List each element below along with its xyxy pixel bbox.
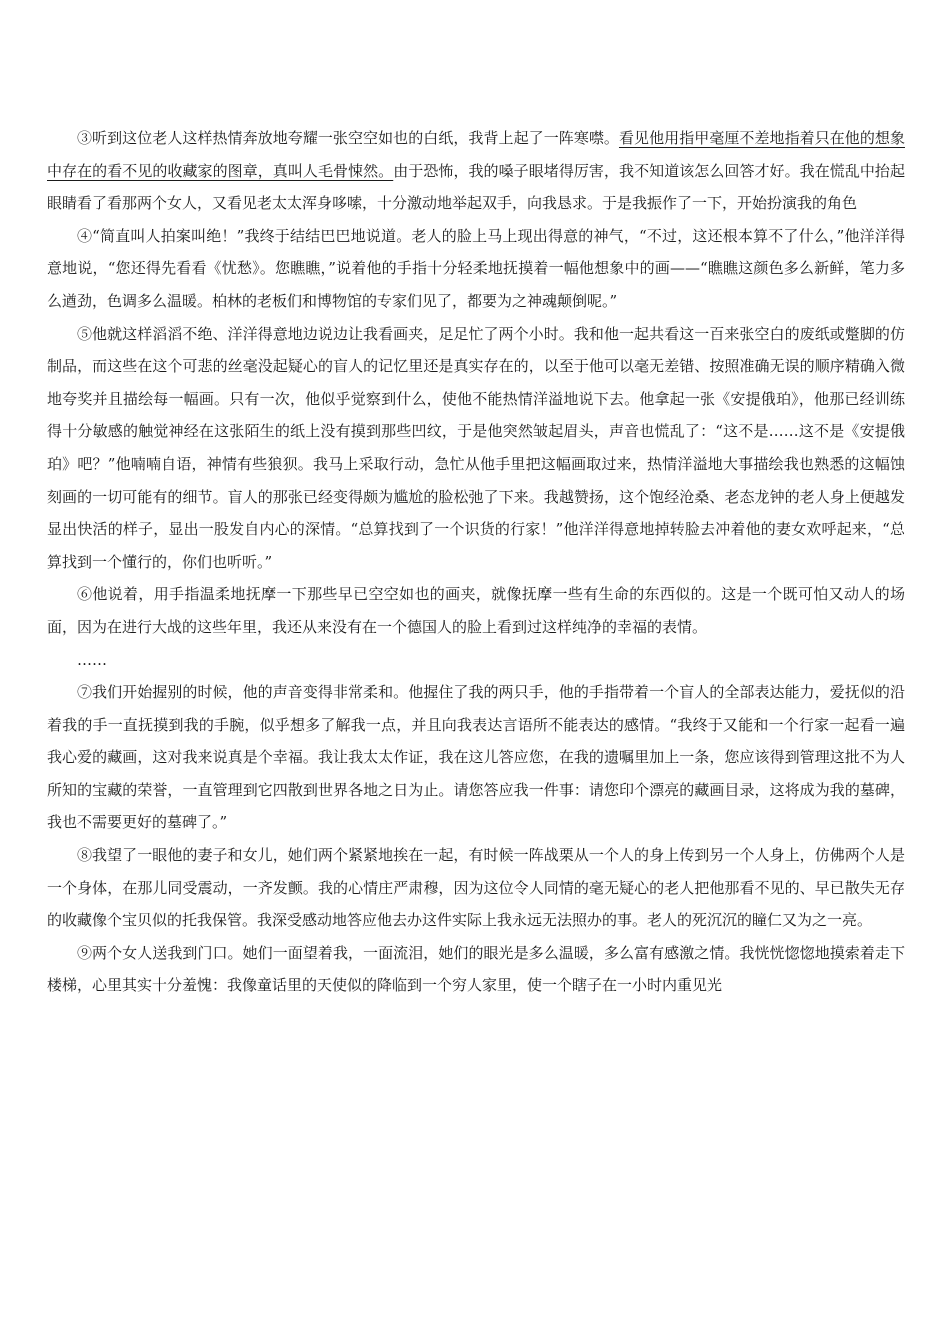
paragraph-3-underlined-sentence: 看见他用指甲毫厘不差地指着只在他的想象中存在的看不见的收藏家的图章，真叫人毛骨悚然。 — [47, 129, 905, 180]
omission-ellipsis: …… — [77, 650, 107, 669]
paragraph-9: ⑨两个女人送我到门口。她们一面望着我，一面流泪，她们的眼光是多么温暖，多么富有感激之情。我恍恍惚惚地摸索着走下楼梯，心里其实十分羞愧：我像童话里的天使似的降临到一个穷人家里，使一个瞎子在一小时内重见光 — [47, 943, 905, 995]
paragraph-4: ④“简直叫人拍案叫绝！”我终于结结巴巴地说道。老人的脸上马上现出得意的神气，“不过，这还根本算不了什么，”他洋洋得意地说，“您还得先看看《忧愁》。您瞧瞧，”说着他的手指十分轻柔地抚摸着一幅他想象中的画——“瞧瞧这颜色多么新鲜，笔力多么遒劲，色调多么温暖。柏林的老板们和博物馆的专家们见了，都要为之神魂颠倒呢。” — [47, 226, 905, 310]
paragraph-3-lead: ③听到这位老人这样热情奔放地夸耀一张空空如也的白纸，我背上起了一阵寒噤。 — [77, 129, 619, 147]
paragraph-6: ⑥他说着，用手指温柔地抚摩一下那些早已空空如也的画夹，就像抚摩一些有生命的东西似的。这是一个既可怕又动人的场面，因为在进行大战的这些年里，我还从来没有在一个德国人的脸上看到过这样纯净的幸福的表情。 — [47, 585, 905, 636]
paragraph-3 — [47, 122, 905, 220]
paragraph-5: ⑤他就这样滔滔不绝、洋洋得意地边说边让我看画夹，足足忙了两个小时。我和他一起共看这一百来张空白的废纸或蹩脚的仿制品，而这些在这个可悲的丝毫没起疑心的盲人的记忆里还是真实存在的，以至于他可以毫无差错、按照准确无误的顺序精确入微地夸奖并且描绘每一幅画。只有一次，他似乎觉察到什么，使他不能热情洋溢地说下去。他拿起一张《安提俄珀》，他那已经训练得十分敏感的触觉神经在这张陌生的纸上没有摸到那些凹纹，于是他突然皱起眉头，声音也慌乱了：“这不是……这不是《安提俄珀》吧？”他喃喃自语，神情有些狼狈。我马上采取行动，急忙从他手里把这幅画取过来，热情洋溢地大事描绘我也熟悉的这幅蚀刻画的一切可能有的细节。盲人的那张已经变得颇为尴尬的脸松弛了下来。我越赞扬，这个饱经沧桑、老态龙钟的老人身上便越发显出快活的样子，显出一股发自内心的深情。“总算找到了一个识货的行家！”他洋洋得意地掉转脸去冲着他的妻女欢呼起来，“总算找到一个懂行的，你们也听听。” — [47, 324, 905, 571]
paragraph-8: ⑧我望了一眼他的妻子和女儿，她们两个紧紧地挨在一起，有时候一阵战栗从一个人的身上传到另一个人身上，仿佛两个人是一个身体，在那儿同受震动，一齐发颤。我的心情庄严肃穆，因为这位令人同情的毫无疑心的老人把他那看不见的、早已散失无存的收藏像个宝贝似的托我保管。我深受感动地答应他去办这件实际上我永远无法照办的事。老人的死沉沉的瞳仁又为之一亮。 — [47, 846, 905, 930]
paragraph-7: ⑦我们开始握别的时候，他的声音变得非常柔和。他握住了我的两只手，他的手指带着一个盲人的全部表达能力，爱抚似的沿着我的手一直抚摸到我的手腕，似乎想多了解我一点，并且向我表达言语所不能表达的感情。“我终于又能和一个行家一起看一遍我心爱的藏画，这对我来说真是个幸福。我让我太太作证，我在这儿答应您，在我的遗嘱里加上一条，您应该得到管理这批不为人所知的宝藏的荣誉，一直管理到它四散到世界各地之日为止。请您答应我一件事：请您印个漂亮的藏画目录，这将成为我的墓碑，我也不需要更好的墓碑了。” — [47, 683, 905, 832]
article-body — [47, 122, 905, 1002]
paragraph-3-rest: 由于恐怖，我的嗓子眼堵得厉害，我不知道该怎么回答才好。我在慌乱中抬起眼睛看了看那两个女人，又看见老太太浑身哆嗦，十分激动地举起双手，向我恳求。于是我振作了一下，开始扮演我的角色 — [47, 161, 905, 213]
